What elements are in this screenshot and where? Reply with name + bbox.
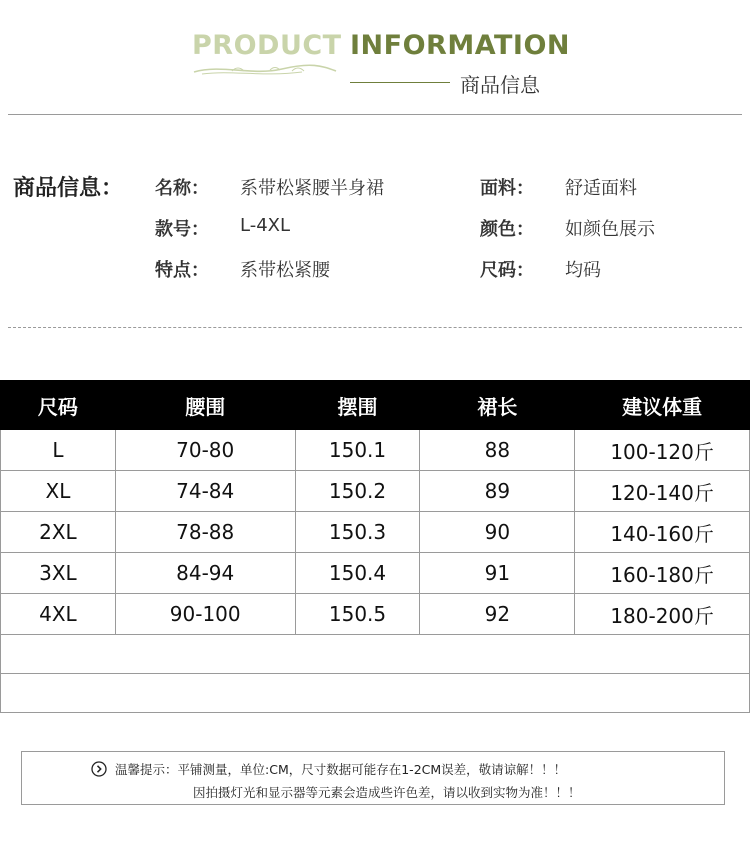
cell-size: 4XL xyxy=(1,594,116,635)
col-header-weight: 建议体重 xyxy=(575,381,750,430)
header-subtitle: 商品信息 xyxy=(460,73,540,97)
cell-weight: 160-180斤 xyxy=(575,553,750,594)
header-rule xyxy=(350,82,450,83)
cell-waist: 84-94 xyxy=(115,553,295,594)
table-row-empty xyxy=(1,674,750,713)
cell-size: L xyxy=(1,430,116,471)
info-section-title: 商品信息： xyxy=(13,176,124,201)
cell-hem: 150.1 xyxy=(295,430,420,471)
cell-waist: 70-80 xyxy=(115,430,295,471)
table-row xyxy=(1,594,750,635)
arrow-circle-icon xyxy=(91,761,107,777)
notice-line-1: 温馨提示：平铺测量，单位:CM，尺寸数据可能存在1-2CM误差，敬请谅解！！！ xyxy=(115,762,567,777)
cell-size: XL xyxy=(1,471,116,512)
col-header-hem: 摆围 xyxy=(295,381,420,430)
cell-weight: 100-120斤 xyxy=(575,430,750,471)
table-row xyxy=(1,471,750,512)
info-val-size: 均码 xyxy=(565,260,601,281)
info-key-fabric: 面料： xyxy=(480,178,534,199)
table-row xyxy=(1,430,750,471)
cell-waist: 78-88 xyxy=(115,512,295,553)
info-key-feature: 特点： xyxy=(155,260,209,281)
info-key-size: 尺码： xyxy=(480,260,534,281)
cell-waist: 90-100 xyxy=(115,594,295,635)
info-key-name: 名称： xyxy=(155,178,209,199)
size-table xyxy=(0,380,750,713)
cell-hem: 150.5 xyxy=(295,594,420,635)
empty-cell xyxy=(1,635,750,674)
cell-weight: 140-160斤 xyxy=(575,512,750,553)
table-row xyxy=(1,553,750,594)
cell-size: 3XL xyxy=(1,553,116,594)
header-product-word: PRODUCT xyxy=(192,30,342,61)
cell-hem: 150.4 xyxy=(295,553,420,594)
cell-length: 89 xyxy=(420,471,575,512)
table-row-empty xyxy=(1,635,750,674)
notice-box xyxy=(21,751,725,805)
info-val-feature: 系带松紧腰 xyxy=(240,260,330,281)
info-val-color: 如颜色展示 xyxy=(565,219,655,240)
size-table-header xyxy=(1,381,750,430)
empty-cell xyxy=(1,674,750,713)
col-header-size: 尺码 xyxy=(1,381,116,430)
cell-length: 88 xyxy=(420,430,575,471)
cell-length: 90 xyxy=(420,512,575,553)
info-val-style-no: L-4XL xyxy=(240,215,291,236)
cell-weight: 180-200斤 xyxy=(575,594,750,635)
cell-length: 91 xyxy=(420,553,575,594)
divider-solid xyxy=(8,114,742,115)
info-key-style-no: 款号： xyxy=(155,219,209,240)
cell-length: 92 xyxy=(420,594,575,635)
cell-waist: 74-84 xyxy=(115,471,295,512)
table-row xyxy=(1,512,750,553)
decorative-flourish-icon xyxy=(192,62,338,78)
cell-hem: 150.2 xyxy=(295,471,420,512)
divider-dashed xyxy=(8,327,742,328)
notice-line-2: 因拍摄灯光和显示器等元素会造成些许色差，请以收到实物为准！！！ xyxy=(193,785,581,800)
cell-size: 2XL xyxy=(1,512,116,553)
info-val-fabric: 舒适面料 xyxy=(565,178,637,199)
header-information-word: INFORMATION xyxy=(350,30,571,61)
info-key-color: 颜色： xyxy=(480,219,534,240)
cell-weight: 120-140斤 xyxy=(575,471,750,512)
col-header-waist: 腰围 xyxy=(115,381,295,430)
info-val-name: 系带松紧腰半身裙 xyxy=(240,178,384,199)
cell-hem: 150.3 xyxy=(295,512,420,553)
col-header-length: 裙长 xyxy=(420,381,575,430)
